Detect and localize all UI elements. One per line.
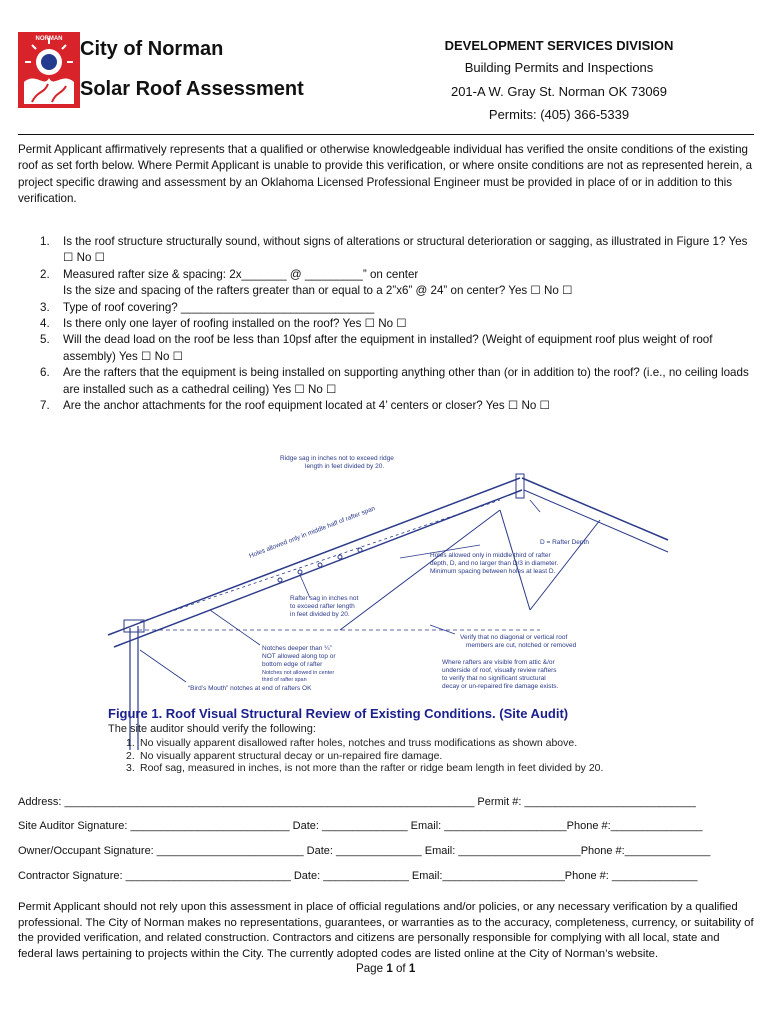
office-address: 201-A W. Gray St. Norman OK 73069 [450,84,668,99]
label-ridge-sag-2: length in feet divided by 20. [305,463,385,470]
figure-item [120,750,665,763]
intro-paragraph: Permit Applicant affirmatively represents that a qualified or otherwise knowledgeable individual has verified the onsite conditions of the existing roof as set forth below. Where Permit Applicant is unable to provide this verification, or where onsite conditions are not as represented herein, a project specific drawing and assessment by an Oklahoma Licensed Professional Engineer must be provided in place of or in addition to this verification. [18,143,753,206]
label-holes-third-2: depth, D, and no larger than D/3 in diameter. [430,560,559,567]
permits-phone: Permits: (405) 366-5339 [488,107,630,122]
label-attic-3: to verify that no significant structural [442,675,546,682]
city-title: City of Norman [80,38,224,60]
page-total: 1 [408,962,416,975]
question-text[interactable]: Will the dead load on the roof be less than 10psf after the equipment in installed? (Weight of equipment roof plus weight of roof assembly) Yes ☐ No ☐ [63,333,713,363]
figure-caption: Figure 1. Roof Visual Structural Review of Existing Conditions. (Site Audit) [108,706,569,721]
form-title: Solar Roof Assessment [80,78,304,100]
label-verify-2: members are cut, notched or removed [466,642,577,649]
question-3 [18,300,756,316]
label-rafter-sag-2: to exceed rafter length [290,603,355,610]
question-6 [18,365,756,398]
label-verify-1: Verify that no diagonal or vertical roof [460,634,568,641]
address-line[interactable]: Address: ___________________________________________________________________ Permit #: ____________________________ [18,796,696,808]
figure-item-number: 3. [126,762,135,774]
question-5 [18,332,756,365]
label-attic-4: decay or un-repaired fire damage exists. [442,683,559,690]
question-7 [18,398,756,414]
label-holes-third-1: Holes allowed only in middle third of rafter [430,552,551,559]
site-auditor-line[interactable]: Site Auditor Signature: __________________________ Date: ______________ Email: ____________________Phone #:_______________ [18,820,703,832]
question-number: 3. [40,300,50,314]
question-text[interactable]: Is there only one layer of roofing installed on the roof? Yes ☐ No ☐ [63,317,407,331]
figure-item-number: 2. [126,749,135,762]
question-number: 6. [40,366,50,380]
question-number: 7. [40,399,50,413]
contractor-line[interactable]: Contractor Signature: ___________________________ Date: ______________ Email:____________________Phone #: ______________ [18,870,698,882]
label-rafter-sag-1: Rafter sag in inches not [290,595,359,602]
question-1 [18,234,756,267]
department-line: Building Permits and Inspections [464,60,654,75]
roof-structure-diagram [100,450,670,750]
owner-occupant-line[interactable]: Owner/Occupant Signature: ________________________ Date: ______________ Email: ____________________Phone #:______________ [18,845,711,857]
question-text[interactable]: Is the roof structure structurally sound, without signs of alterations or structural deterioration or sagging, as illustrated in Figure 1? Yes ☐ No ☐ [63,235,748,265]
label-notches-4: Notches not allowed in center [262,670,335,676]
question-list [18,234,756,414]
question-number: 5. [40,333,50,347]
header-divider [18,134,754,135]
label-notches-5: third of rafter span [262,677,307,683]
label-attic-2: underside of roof, visually review rafters [442,667,557,674]
label-holes-third-3: Minimum spacing between holes at least D. [430,568,556,575]
question-text[interactable]: Are the anchor attachments for the roof equipment located at 4’ centers or closer? Yes ☐ No ☐ [63,399,550,413]
page-current: 1 [386,962,393,975]
question-subtext[interactable]: Is the size and spacing of the rafters greater than or equal to a 2”x6” @ 24” on center? Yes ☐ No ☐ [63,284,573,298]
label-birds-mouth: “Bird’s Mouth” notches at end of rafters OK [188,685,312,692]
figure-item [120,737,665,750]
question-number: 4. [40,317,50,331]
figure-subtitle: The site auditor should verify the following: [108,723,316,735]
question-2 [18,267,756,300]
question-4 [18,316,756,332]
label-rafter-depth: D = Rafter Depth [540,539,589,546]
label-notches-2: NOT allowed along top or [262,653,336,660]
figure-item-text: No visually apparent disallowed rafter holes, notches and truss modifications as shown above. [140,737,578,749]
question-text[interactable]: Type of roof covering? ______________________________ [63,300,375,314]
label-notches-3: bottom edge of rafter [262,661,323,668]
label-rafter-sag-3: in feet divided by 20. [290,611,350,618]
disclaimer-paragraph: Permit Applicant should not rely upon this assessment in place of official regulations and/or policies, or any necessary verification by a qualified professional. The City of Norman makes no representations, guarantees, or warranties as to the accuracy, completeness, currency, or suitability of the provided verification, and related construction. Contractors and citizens are personally responsible for complying with all local, state and federal laws pertaining to projects within the City. The currently adopted codes are listed online at the City of Norman’s website. [18,901,754,960]
figure-item-text: Roof sag, measured in inches, is not more than the rafter or ridge beam length in feet divided by 20. [140,762,604,774]
figure-item-text: No visually apparent structural decay or un-repaired fire damage. [140,749,443,762]
city-seal-logo [18,32,80,108]
label-holes-middle: Holes allowed only in middle half of rafter span [248,505,377,560]
logo-text: NORMAN [35,36,63,42]
label-attic-1: Where rafters are visible from attic &/or [442,659,555,666]
label-notches-1: Notches deeper than ¼” [262,645,332,652]
label-ridge-sag-1: Ridge sag in inches not to exceed ridge [280,455,394,462]
page-of: of [392,962,409,975]
figure-checklist [120,737,665,775]
question-number: 1. [40,235,50,248]
division-name: DEVELOPMENT SERVICES DIVISION [444,38,674,53]
question-text[interactable]: Are the rafters that the equipment is being installed on supporting anything other than (or in addition to) the roof? (i.e., no ceiling loads are installed such as a cathedral ceiling) Yes ☐ No ☐ [63,366,749,396]
figure-item-number: 1. [126,737,135,749]
page-prefix: Page [356,962,387,975]
question-number: 2. [40,267,50,281]
page-number [356,962,415,975]
figure-item [120,762,665,775]
question-text[interactable]: Measured rafter size & spacing: 2x_______ @ _________” on center [63,267,419,281]
